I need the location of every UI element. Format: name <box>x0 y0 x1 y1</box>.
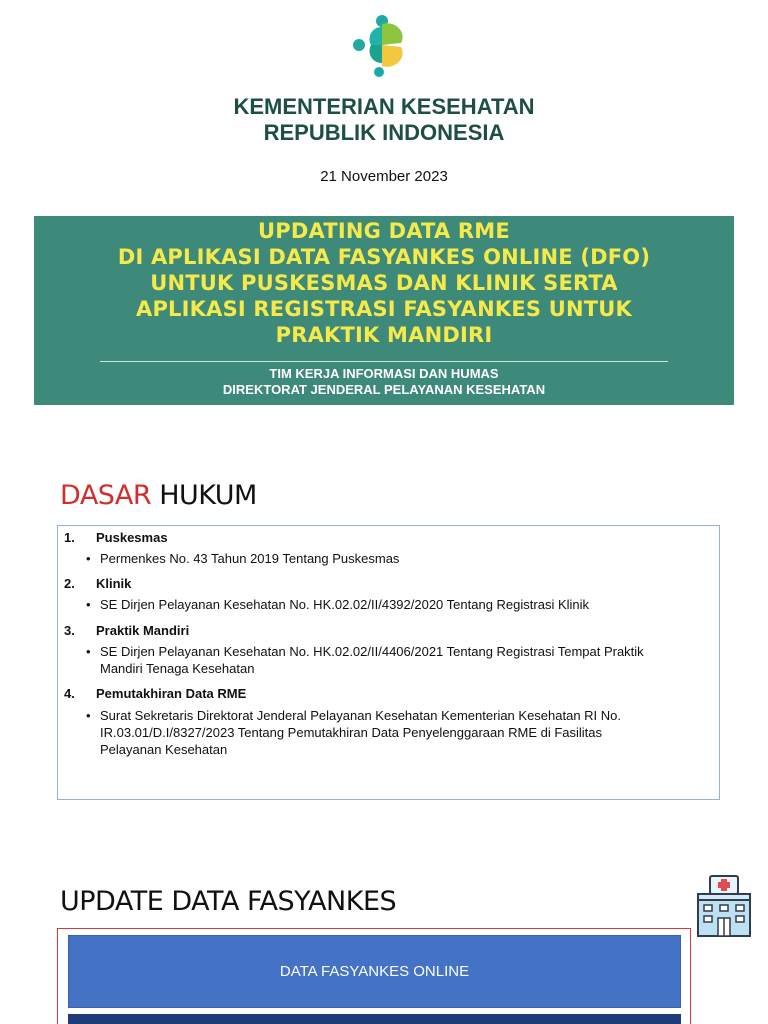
banner-title <box>34 218 734 348</box>
legal-item-number: 1. <box>64 530 75 545</box>
legal-bullet-line: Permenkes No. 43 Tahun 2019 Tentang Puskesmas <box>100 551 400 566</box>
next-option-bar[interactable] <box>68 1014 681 1024</box>
legal-item-title: Puskesmas <box>96 530 168 545</box>
title-banner <box>34 216 734 405</box>
bullet-icon: • <box>86 644 91 659</box>
bullet-icon: • <box>86 597 91 612</box>
legal-bullet-line: IR.03.01/D.I/8327/2023 Tentang Pemutakhiran Data Penyelenggaraan RME di Fasilitas <box>100 725 603 740</box>
legal-item-number: 4. <box>64 686 75 701</box>
legal-item-number: 2. <box>64 576 75 591</box>
legal-item-title: Praktik Mandiri <box>96 623 190 638</box>
banner-title-line: UNTUK PUSKESMAS DAN KLINIK SERTA <box>150 271 618 295</box>
dasar-hukum-heading <box>60 480 257 512</box>
ministry-line-1: KEMENTERIAN KESEHATAN <box>233 94 535 119</box>
legal-bullet-line: SE Dirjen Pelayanan Kesehatan No. HK.02.02/II/4406/2021 Tentang Registrasi Tempat Praktik <box>100 644 644 659</box>
legal-item-number: 3. <box>64 623 75 638</box>
banner-title-line: APLIKASI REGISTRASI FASYANKES UNTUK <box>136 297 632 321</box>
legal-bullet-line: Pelayanan Kesehatan <box>100 742 228 757</box>
legal-bullet-line: Mandiri Tenaga Kesehatan <box>100 661 255 676</box>
banner-subtitle <box>34 366 734 398</box>
banner-subtitle-line: DIREKTORAT JENDERAL PELAYANAN KESEHATAN <box>222 382 546 397</box>
hospital-icon <box>694 874 754 938</box>
legal-item-title: Pemutakhiran Data RME <box>96 686 247 701</box>
bullet-icon: • <box>86 551 91 566</box>
legal-bullet-line: SE Dirjen Pelayanan Kesehatan No. HK.02.02/II/4392/2020 Tentang Registrasi Klinik <box>100 597 590 612</box>
kemenkes-logo-icon <box>349 12 415 78</box>
heading-red-word: DASAR <box>60 480 152 511</box>
banner-title-line: PRAKTIK MANDIRI <box>275 323 493 347</box>
banner-title-line: DI APLIKASI DATA FASYANKES ONLINE (DFO) <box>117 245 651 269</box>
banner-title-line: UPDATING DATA RME <box>258 219 510 243</box>
data-fasyankes-online-button[interactable]: DATA FASYANKES ONLINE <box>68 935 681 1008</box>
legal-bullet-line: Surat Sekretaris Direktorat Jenderal Pelayanan Kesehatan Kementerian Kesehatan RI No. <box>100 708 622 723</box>
legal-basis-box <box>57 525 720 800</box>
heading-black-word: HUKUM <box>151 480 257 511</box>
legal-item-title: Klinik <box>96 576 132 591</box>
document-date: 21 November 2023 <box>320 168 448 185</box>
banner-subtitle-line: TIM KERJA INFORMASI DAN HUMAS <box>269 366 499 381</box>
update-data-heading: UPDATE DATA FASYANKES <box>60 886 397 917</box>
banner-divider <box>100 361 668 362</box>
bullet-icon: • <box>86 708 91 723</box>
ministry-line-2: REPUBLIK INDONESIA <box>263 120 505 145</box>
ministry-name <box>0 94 768 146</box>
